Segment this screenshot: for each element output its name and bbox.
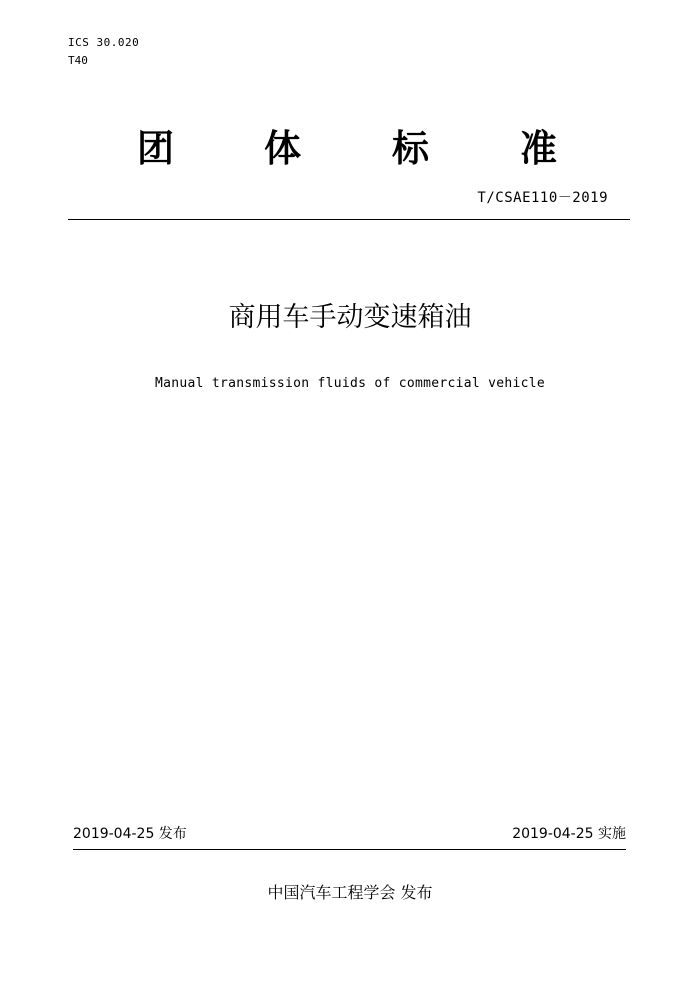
ccs-code: T40 bbox=[68, 54, 88, 67]
standard-number: T/CSAE110－2019 bbox=[477, 190, 608, 206]
publisher: 中国汽车工程学会 发布 bbox=[267, 883, 433, 902]
issue-date: 2019-04-25 发布 bbox=[73, 826, 187, 842]
english-title: Manual transmission fluids of commercial vehicle bbox=[154, 376, 546, 391]
heading-char-3: 标 bbox=[392, 127, 429, 170]
chinese-title: 商用车手动变速箱油 bbox=[228, 302, 472, 333]
heading-char-1: 团 bbox=[137, 127, 174, 170]
footer-divider bbox=[73, 849, 626, 850]
heading-char-2: 体 bbox=[264, 127, 301, 170]
implementation-date: 2019-04-25 实施 bbox=[512, 826, 626, 842]
ics-code: ICS 30.020 bbox=[68, 36, 140, 49]
standard-type-heading bbox=[0, 126, 700, 172]
heading-char-4: 准 bbox=[520, 127, 557, 170]
header-divider bbox=[68, 219, 630, 220]
